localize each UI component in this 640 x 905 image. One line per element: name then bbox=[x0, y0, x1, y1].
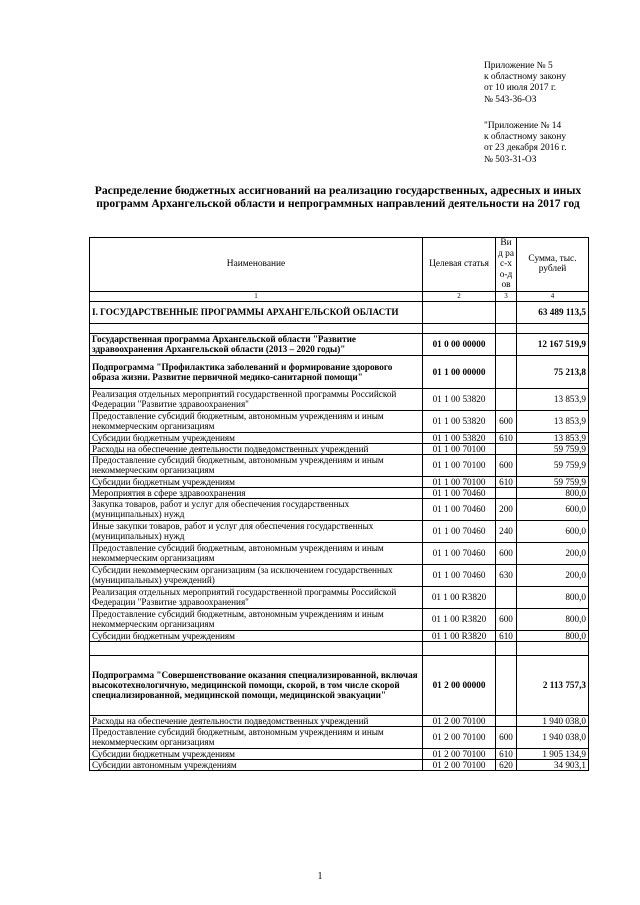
row-name bbox=[90, 641, 423, 655]
row-target-code: 01 1 00 70100 bbox=[423, 454, 496, 476]
row-expense-type: 200 bbox=[496, 498, 517, 520]
appendix-line: Приложение № 5 bbox=[484, 61, 553, 71]
table-row bbox=[90, 715, 589, 726]
row-target-code: 01 1 00 70100 bbox=[423, 476, 496, 487]
row-target-code: 01 1 00 70460 bbox=[423, 498, 496, 520]
row-name: Предоставление субсидий бюджетным, автономным учреждениям и иным некоммерческим организациям bbox=[90, 608, 423, 630]
row-sum: 200,0 bbox=[517, 542, 589, 564]
column-number-row bbox=[90, 291, 589, 301]
row-name: Подпрограмма "Совершенствование оказания специализированной, включая высокотехнологичную, медицинской помощи, скорой, в том числе скорой специализированной, медицинской помощи, медицинской эвакуации" bbox=[90, 655, 423, 715]
table-row bbox=[90, 333, 589, 355]
row-target-code: 01 1 00 53820 bbox=[423, 410, 496, 432]
row-sum: 1 940 038,0 bbox=[517, 715, 589, 726]
table-row bbox=[90, 498, 589, 520]
row-sum: 800,0 bbox=[517, 608, 589, 630]
table-row bbox=[90, 355, 589, 388]
row-name: Государственная программа Архангельской области "Развитие здравоохранения Архангельской области (2013 – 2020 годы)" bbox=[90, 333, 423, 355]
table-row bbox=[90, 726, 589, 748]
row-expense-type: 610 bbox=[496, 432, 517, 443]
header-name: Наименование bbox=[90, 238, 423, 292]
row-sum: 1 905 134,9 bbox=[517, 748, 589, 759]
row-sum: 13 853,9 bbox=[517, 432, 589, 443]
table-row bbox=[90, 443, 589, 454]
table-row bbox=[90, 454, 589, 476]
row-name: Предоставление субсидий бюджетным, автономным учреждениям и иным некоммерческим организациям bbox=[90, 542, 423, 564]
spacer-row bbox=[90, 323, 589, 333]
row-sum bbox=[517, 323, 589, 333]
table-row bbox=[90, 748, 589, 759]
row-name: Закупка товаров, работ и услуг для обеспечения государственных (муниципальных) нужд bbox=[90, 498, 423, 520]
row-sum: 2 113 757,3 bbox=[517, 655, 589, 715]
row-expense-type bbox=[496, 323, 517, 333]
budget-table bbox=[89, 237, 589, 771]
row-expense-type bbox=[496, 715, 517, 726]
row-name: Предоставление субсидий бюджетным, автономным учреждениям и иным некоммерческим организациям bbox=[90, 410, 423, 432]
row-sum: 59 759,9 bbox=[517, 476, 589, 487]
table-row bbox=[90, 432, 589, 443]
row-expense-type: 610 bbox=[496, 630, 517, 641]
row-sum: 63 489 113,5 bbox=[517, 301, 589, 323]
row-expense-type bbox=[496, 355, 517, 388]
row-name: Предоставление субсидий бюджетным, автономным учреждениям и иным некоммерческим организациям bbox=[90, 454, 423, 476]
row-name: Субсидии бюджетным учреждениям bbox=[90, 748, 423, 759]
table-row bbox=[90, 476, 589, 487]
row-target-code: 01 1 00 70460 bbox=[423, 520, 496, 542]
row-name: Мероприятия в сфере здравоохранения bbox=[90, 487, 423, 498]
row-name: Субсидии бюджетным учреждениям bbox=[90, 432, 423, 443]
row-expense-type: 600 bbox=[496, 410, 517, 432]
table-row bbox=[90, 542, 589, 564]
row-target-code bbox=[423, 641, 496, 655]
row-target-code: 01 1 00 R3820 bbox=[423, 608, 496, 630]
column-number: 3 bbox=[496, 291, 517, 301]
row-expense-type: 600 bbox=[496, 726, 517, 748]
row-target-code: 01 1 00 53820 bbox=[423, 388, 496, 410]
row-name: Расходы на обеспечение деятельности подведомственных учреждений bbox=[90, 443, 423, 454]
table-row bbox=[90, 301, 589, 323]
row-expense-type bbox=[496, 487, 517, 498]
appendix-line: к областному закону bbox=[484, 72, 567, 83]
appendix-line: "Приложение № 14 bbox=[484, 121, 562, 131]
row-name: Субсидии автономным учреждениям bbox=[90, 759, 423, 770]
table-row bbox=[90, 487, 589, 498]
header-target-article: Целевая статья bbox=[423, 238, 496, 292]
table-row bbox=[90, 630, 589, 641]
row-sum: 600,0 bbox=[517, 520, 589, 542]
row-name: I. ГОСУДАРСТВЕННЫЕ ПРОГРАММЫ АРХАНГЕЛЬСКОЙ ОБЛАСТИ bbox=[90, 301, 423, 323]
header-expense-type: Вид рас-хо-дов bbox=[496, 238, 517, 292]
row-name: Расходы на обеспечение деятельности подведомственных учреждений bbox=[90, 715, 423, 726]
row-target-code: 01 1 00 70100 bbox=[423, 443, 496, 454]
column-number: 4 bbox=[517, 291, 589, 301]
appendix-5-note bbox=[484, 61, 614, 106]
row-name: Подпрограмма "Профилактика заболеваний и формирование здорового образа жизни. Развитие первичной медико-санитарной помощи" bbox=[90, 355, 423, 388]
row-target-code: 01 1 00 53820 bbox=[423, 432, 496, 443]
document-title: Распределение бюджетных ассигнований на реализацию государственных, адресных и иных программ Архангельской области и непрограммных направлений деятельности на 2017 год bbox=[94, 184, 582, 211]
row-target-code bbox=[423, 301, 496, 323]
appendix-14-note bbox=[484, 121, 614, 166]
row-name: Реализация отдельных мероприятий государственной программы Российской Федерации "Развитие здравоохранения" bbox=[90, 586, 423, 608]
row-expense-type bbox=[496, 333, 517, 355]
row-expense-type: 240 bbox=[496, 520, 517, 542]
row-sum: 800,0 bbox=[517, 487, 589, 498]
row-expense-type bbox=[496, 641, 517, 655]
row-target-code: 01 2 00 00000 bbox=[423, 655, 496, 715]
header-sum: Сумма, тыс. рублей bbox=[517, 238, 589, 292]
row-name: Реализация отдельных мероприятий государственной программы Российской Федерации "Развитие здравоохранения" bbox=[90, 388, 423, 410]
row-target-code: 01 2 00 70100 bbox=[423, 759, 496, 770]
table-row bbox=[90, 564, 589, 586]
row-sum: 12 167 519,9 bbox=[517, 333, 589, 355]
row-target-code: 01 2 00 70100 bbox=[423, 726, 496, 748]
table-header-row bbox=[90, 238, 589, 292]
row-target-code: 01 2 00 70100 bbox=[423, 748, 496, 759]
row-expense-type bbox=[496, 655, 517, 715]
appendix-line: № 503-31-ОЗ bbox=[484, 154, 537, 165]
appendix-line: к областному закону bbox=[484, 132, 567, 143]
row-sum: 13 853,9 bbox=[517, 388, 589, 410]
row-sum: 800,0 bbox=[517, 586, 589, 608]
row-target-code: 01 1 00 R3820 bbox=[423, 630, 496, 641]
row-target-code: 01 1 00 70460 bbox=[423, 487, 496, 498]
row-sum: 1 940 038,0 bbox=[517, 726, 589, 748]
row-sum: 13 853,9 bbox=[517, 410, 589, 432]
column-number: 1 bbox=[90, 291, 423, 301]
row-sum: 600,0 bbox=[517, 498, 589, 520]
row-expense-type bbox=[496, 301, 517, 323]
table-row bbox=[90, 759, 589, 770]
row-sum: 59 759,9 bbox=[517, 454, 589, 476]
row-expense-type: 620 bbox=[496, 759, 517, 770]
appendix-line: от 23 декабря 2016 г. bbox=[484, 143, 567, 154]
row-target-code: 01 1 00 70460 bbox=[423, 564, 496, 586]
row-expense-type: 600 bbox=[496, 542, 517, 564]
row-sum bbox=[517, 641, 589, 655]
row-expense-type bbox=[496, 586, 517, 608]
table-row bbox=[90, 655, 589, 715]
row-target-code: 01 0 00 00000 bbox=[423, 333, 496, 355]
row-name: Субсидии бюджетным учреждениям bbox=[90, 630, 423, 641]
row-expense-type: 600 bbox=[496, 454, 517, 476]
table-row bbox=[90, 388, 589, 410]
row-name: Субсидии бюджетным учреждениям bbox=[90, 476, 423, 487]
row-sum: 59 759,9 bbox=[517, 443, 589, 454]
row-target-code: 01 1 00 70460 bbox=[423, 542, 496, 564]
table-row bbox=[90, 520, 589, 542]
row-name: Субсидии некоммерческим организациям (за исключением государственных (муниципальных) учреждений) bbox=[90, 564, 423, 586]
row-sum: 800,0 bbox=[517, 630, 589, 641]
row-target-code bbox=[423, 323, 496, 333]
table-row bbox=[90, 608, 589, 630]
row-target-code: 01 1 00 00000 bbox=[423, 355, 496, 388]
row-sum: 75 213,8 bbox=[517, 355, 589, 388]
table-row bbox=[90, 410, 589, 432]
appendix-line: № 543-36-ОЗ bbox=[484, 94, 537, 105]
row-expense-type bbox=[496, 388, 517, 410]
row-target-code: 01 2 00 70100 bbox=[423, 715, 496, 726]
row-sum: 200,0 bbox=[517, 564, 589, 586]
row-expense-type: 630 bbox=[496, 564, 517, 586]
row-name: Предоставление субсидий бюджетным, автономным учреждениям и иным некоммерческим организациям bbox=[90, 726, 423, 748]
column-number: 2 bbox=[423, 291, 496, 301]
row-name: Иные закупки товаров, работ и услуг для обеспечения государственных (муниципальных) нужд bbox=[90, 520, 423, 542]
row-expense-type: 600 bbox=[496, 608, 517, 630]
row-target-code: 01 1 00 R3820 bbox=[423, 586, 496, 608]
row-expense-type: 610 bbox=[496, 476, 517, 487]
table-row bbox=[90, 586, 589, 608]
appendix-line: от 10 июля 2017 г. bbox=[484, 83, 557, 94]
row-name bbox=[90, 323, 423, 333]
page-number: 1 bbox=[317, 871, 323, 882]
spacer-row bbox=[90, 641, 589, 655]
row-sum: 34 903,1 bbox=[517, 759, 589, 770]
row-expense-type: 610 bbox=[496, 748, 517, 759]
row-expense-type bbox=[496, 443, 517, 454]
